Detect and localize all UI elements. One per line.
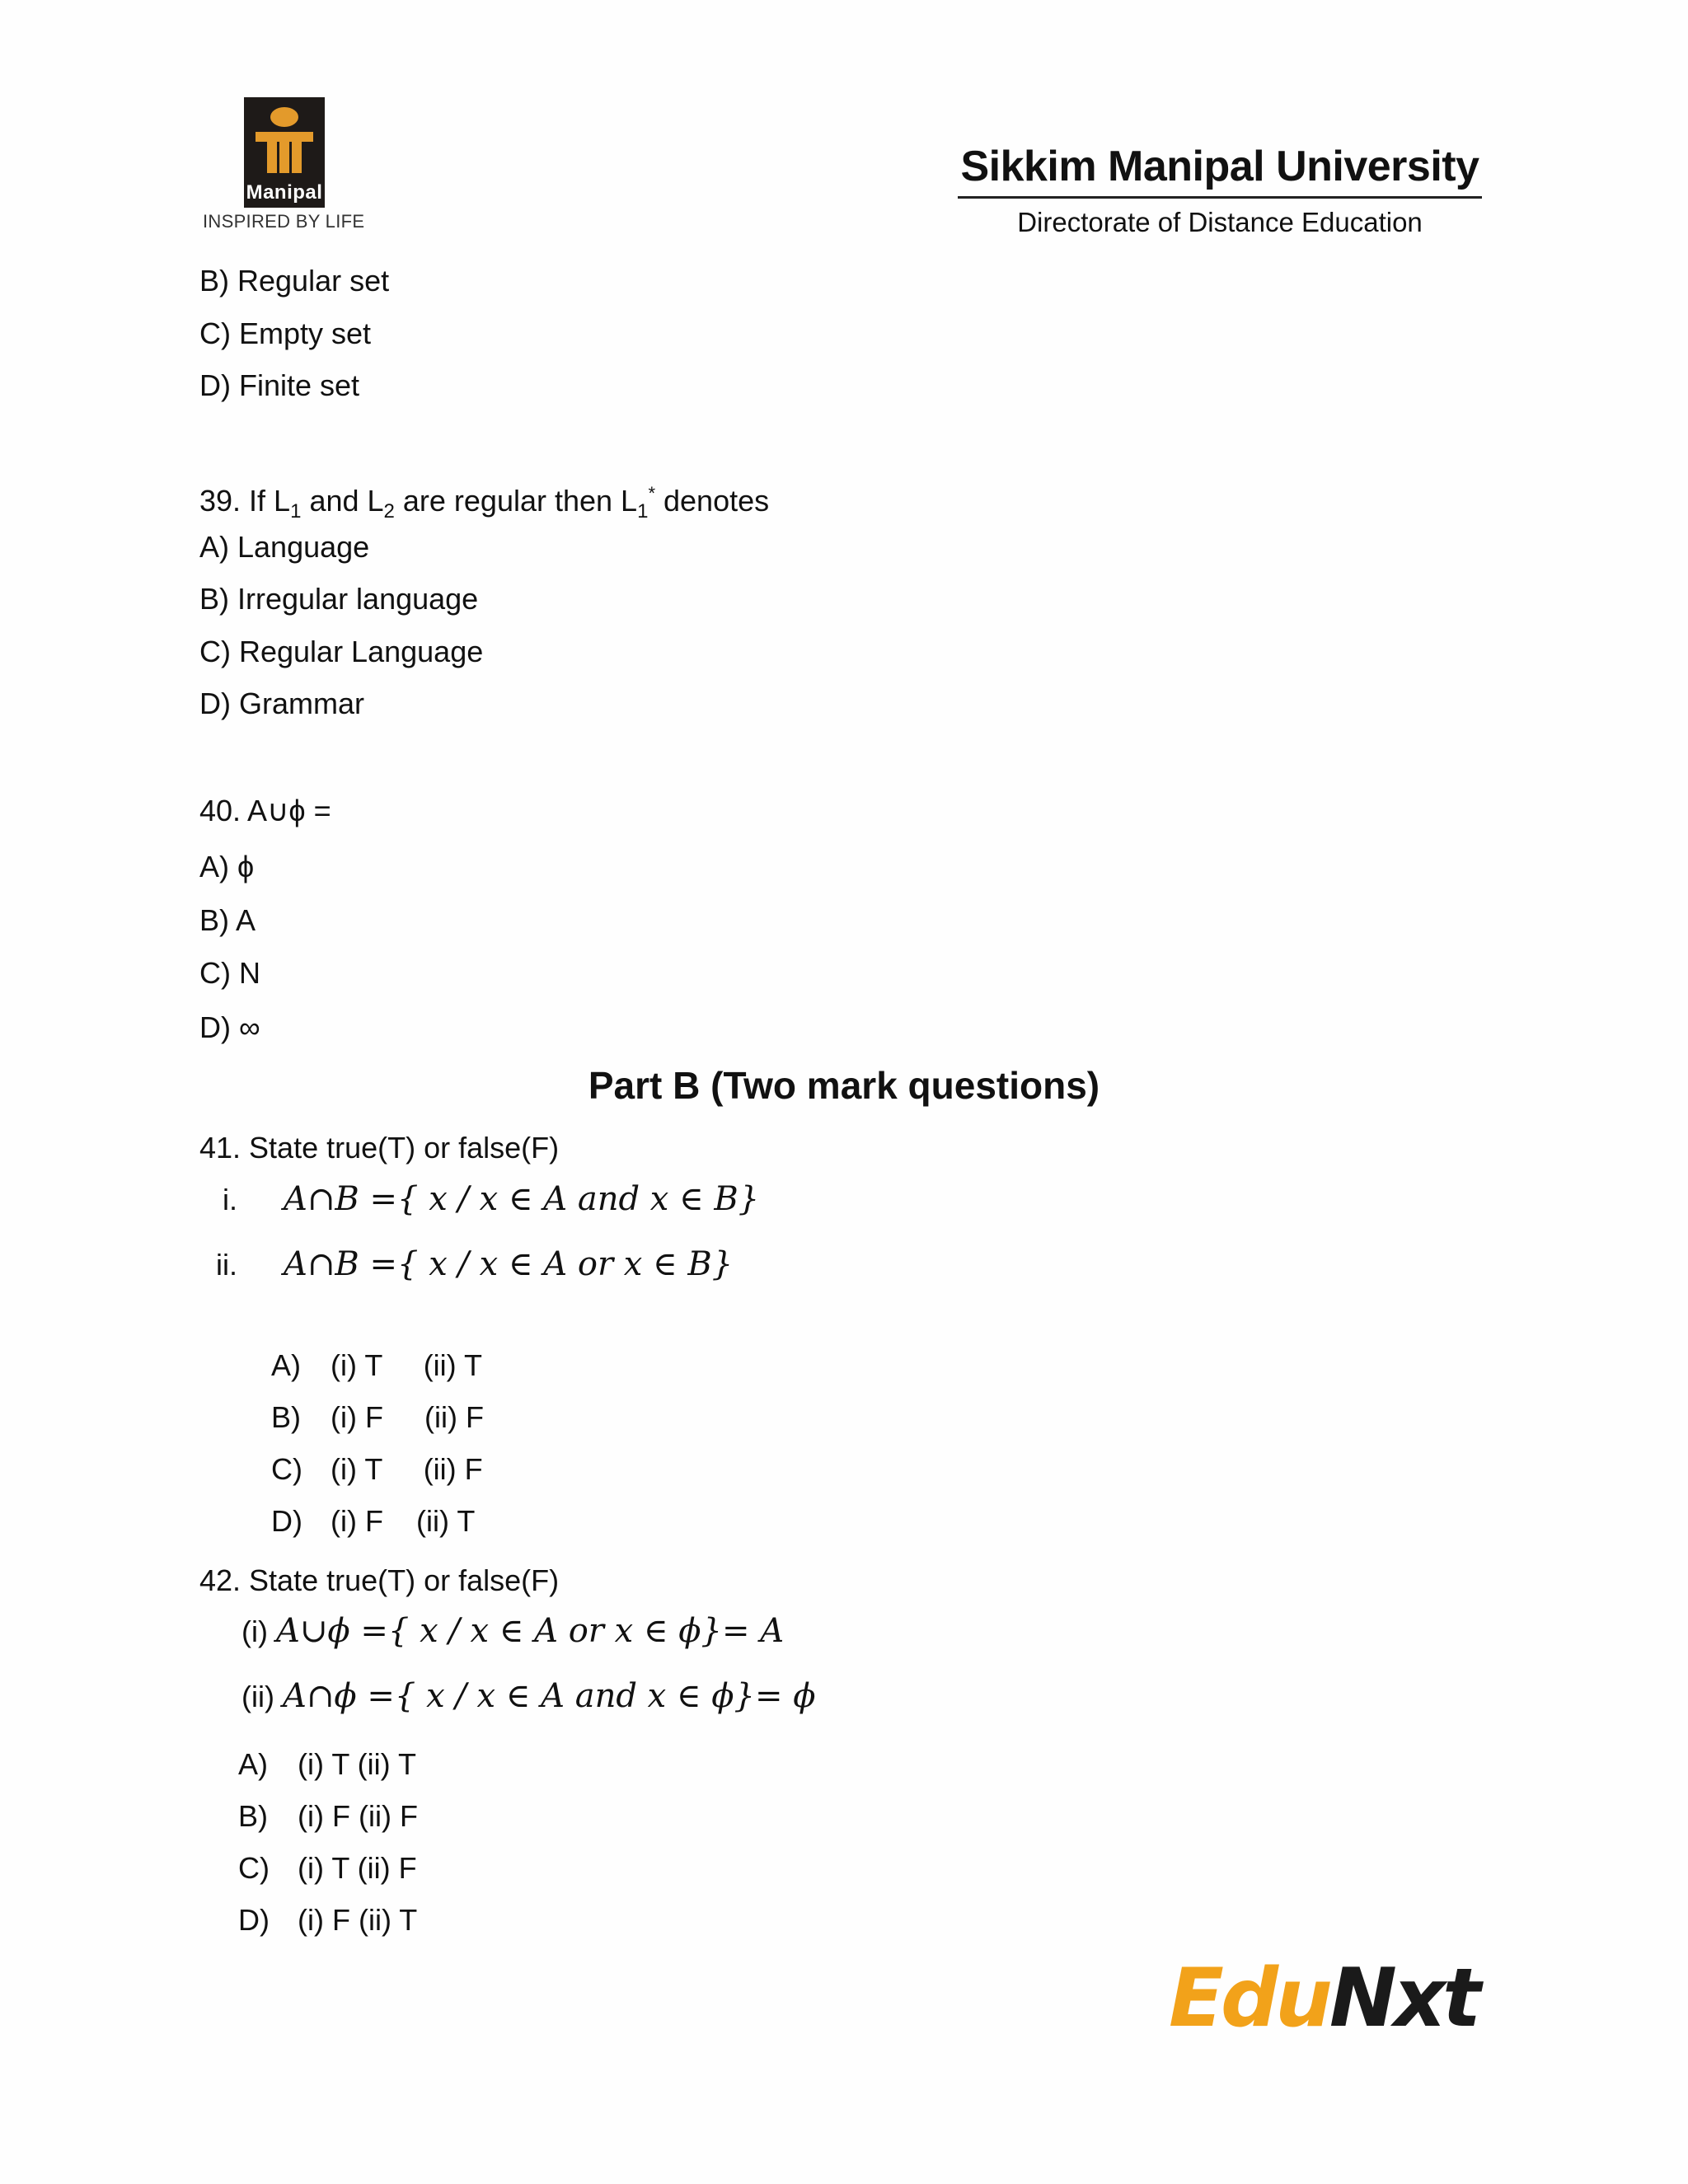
q42-option-c — [238, 1851, 417, 1886]
q40-question: 40. A∪ϕ = — [199, 794, 331, 827]
set-expression: A∩ϕ ={ x / x ∈ A and x ∈ ϕ}= ϕ — [283, 1677, 816, 1715]
logo-text: Manipal — [246, 181, 323, 204]
logo-tagline: INSPIRED BY LIFE — [203, 211, 365, 232]
set-expression: A∪ϕ ={ x / x ∈ A or x ∈ ϕ}= A — [276, 1612, 785, 1650]
q40-option-d: D) ∞ — [199, 1010, 260, 1044]
edunext-logo — [1169, 1952, 1478, 2046]
option-text: (i) T (ii) T — [331, 1348, 483, 1382]
q42-option-a — [238, 1747, 416, 1782]
q39-text-3: are regular then L — [394, 484, 638, 518]
q40-option-c: C) N — [199, 956, 260, 990]
q39-question — [199, 476, 769, 529]
q42-option-b — [238, 1799, 418, 1834]
option-text: (i) F (ii) F — [331, 1400, 484, 1434]
option-text: (i) F (ii) T — [298, 1903, 418, 1937]
option-label: B) — [271, 1400, 302, 1434]
q38-option-b: B) Regular set — [199, 264, 390, 298]
q40-option-a: A) ϕ — [199, 850, 255, 883]
q39-option-c: C) Regular Language — [199, 635, 484, 668]
option-label: D) — [271, 1504, 303, 1538]
q42-option-d — [238, 1903, 417, 1938]
option-label: A) — [271, 1348, 302, 1382]
q42-question: 42. State true(T) or false(F) — [199, 1563, 560, 1597]
option-text: (i) F (ii) F — [298, 1799, 418, 1833]
statement-number: ii. — [216, 1248, 237, 1282]
header-divider — [958, 196, 1482, 199]
set-expression: A∩B ={ x / x ∈ A or x ∈ B} — [284, 1245, 734, 1283]
q42-statement-i — [241, 1614, 784, 1649]
q39-sub-2: 2 — [383, 500, 395, 523]
q39-text-1: 39. If L — [199, 484, 291, 518]
option-label: C) — [271, 1452, 303, 1486]
option-label: B) — [238, 1799, 268, 1833]
q39-sub-3: 1 — [637, 500, 649, 523]
q39-option-d: D) Grammar — [199, 687, 364, 720]
edunext-logo-nxt: Nxt — [1329, 1952, 1478, 2046]
option-text: (i) T (ii) F — [331, 1452, 483, 1486]
part-b-heading: Part B (Two mark questions) — [588, 1064, 1100, 1107]
option-text: (i) T (ii) T — [298, 1747, 416, 1781]
edunext-logo-edu: Edu — [1169, 1952, 1329, 2046]
set-expression: A∩B ={ x / x ∈ A and x ∈ B} — [284, 1180, 760, 1218]
logo-box — [244, 97, 325, 208]
q39-sub-1: 1 — [290, 500, 302, 523]
q41-question: 41. State true(T) or false(F) — [199, 1131, 560, 1165]
q39-option-b: B) Irregular language — [199, 582, 479, 616]
q41-option-d — [238, 1469, 475, 1573]
q41-statement-ii — [165, 1247, 733, 1282]
statement-number: i. — [223, 1183, 237, 1216]
q39-text-2: and L — [301, 484, 384, 518]
option-label: A) — [238, 1747, 268, 1781]
q39-sup-star: * — [648, 483, 655, 504]
q38-option-c: C) Empty set — [199, 316, 372, 350]
q40-option-b: B) A — [199, 903, 256, 937]
directorate-name: Directorate of Distance Education — [1017, 207, 1423, 237]
statement-number: (ii) — [241, 1680, 274, 1713]
option-label: D) — [238, 1903, 270, 1937]
q42-statement-ii — [241, 1679, 815, 1714]
university-name: Sikkim Manipal University — [960, 143, 1479, 190]
q41-statement-i — [165, 1182, 759, 1217]
option-label: C) — [238, 1851, 270, 1885]
statement-number: (i) — [241, 1615, 268, 1648]
option-text: (i) F (ii) T — [331, 1504, 476, 1538]
option-text: (i) T (ii) F — [298, 1851, 417, 1885]
q38-option-d: D) Finite set — [199, 368, 360, 402]
q39-text-4: denotes — [655, 484, 770, 518]
university-header — [958, 142, 1482, 238]
q39-option-a: A) Language — [199, 530, 370, 564]
